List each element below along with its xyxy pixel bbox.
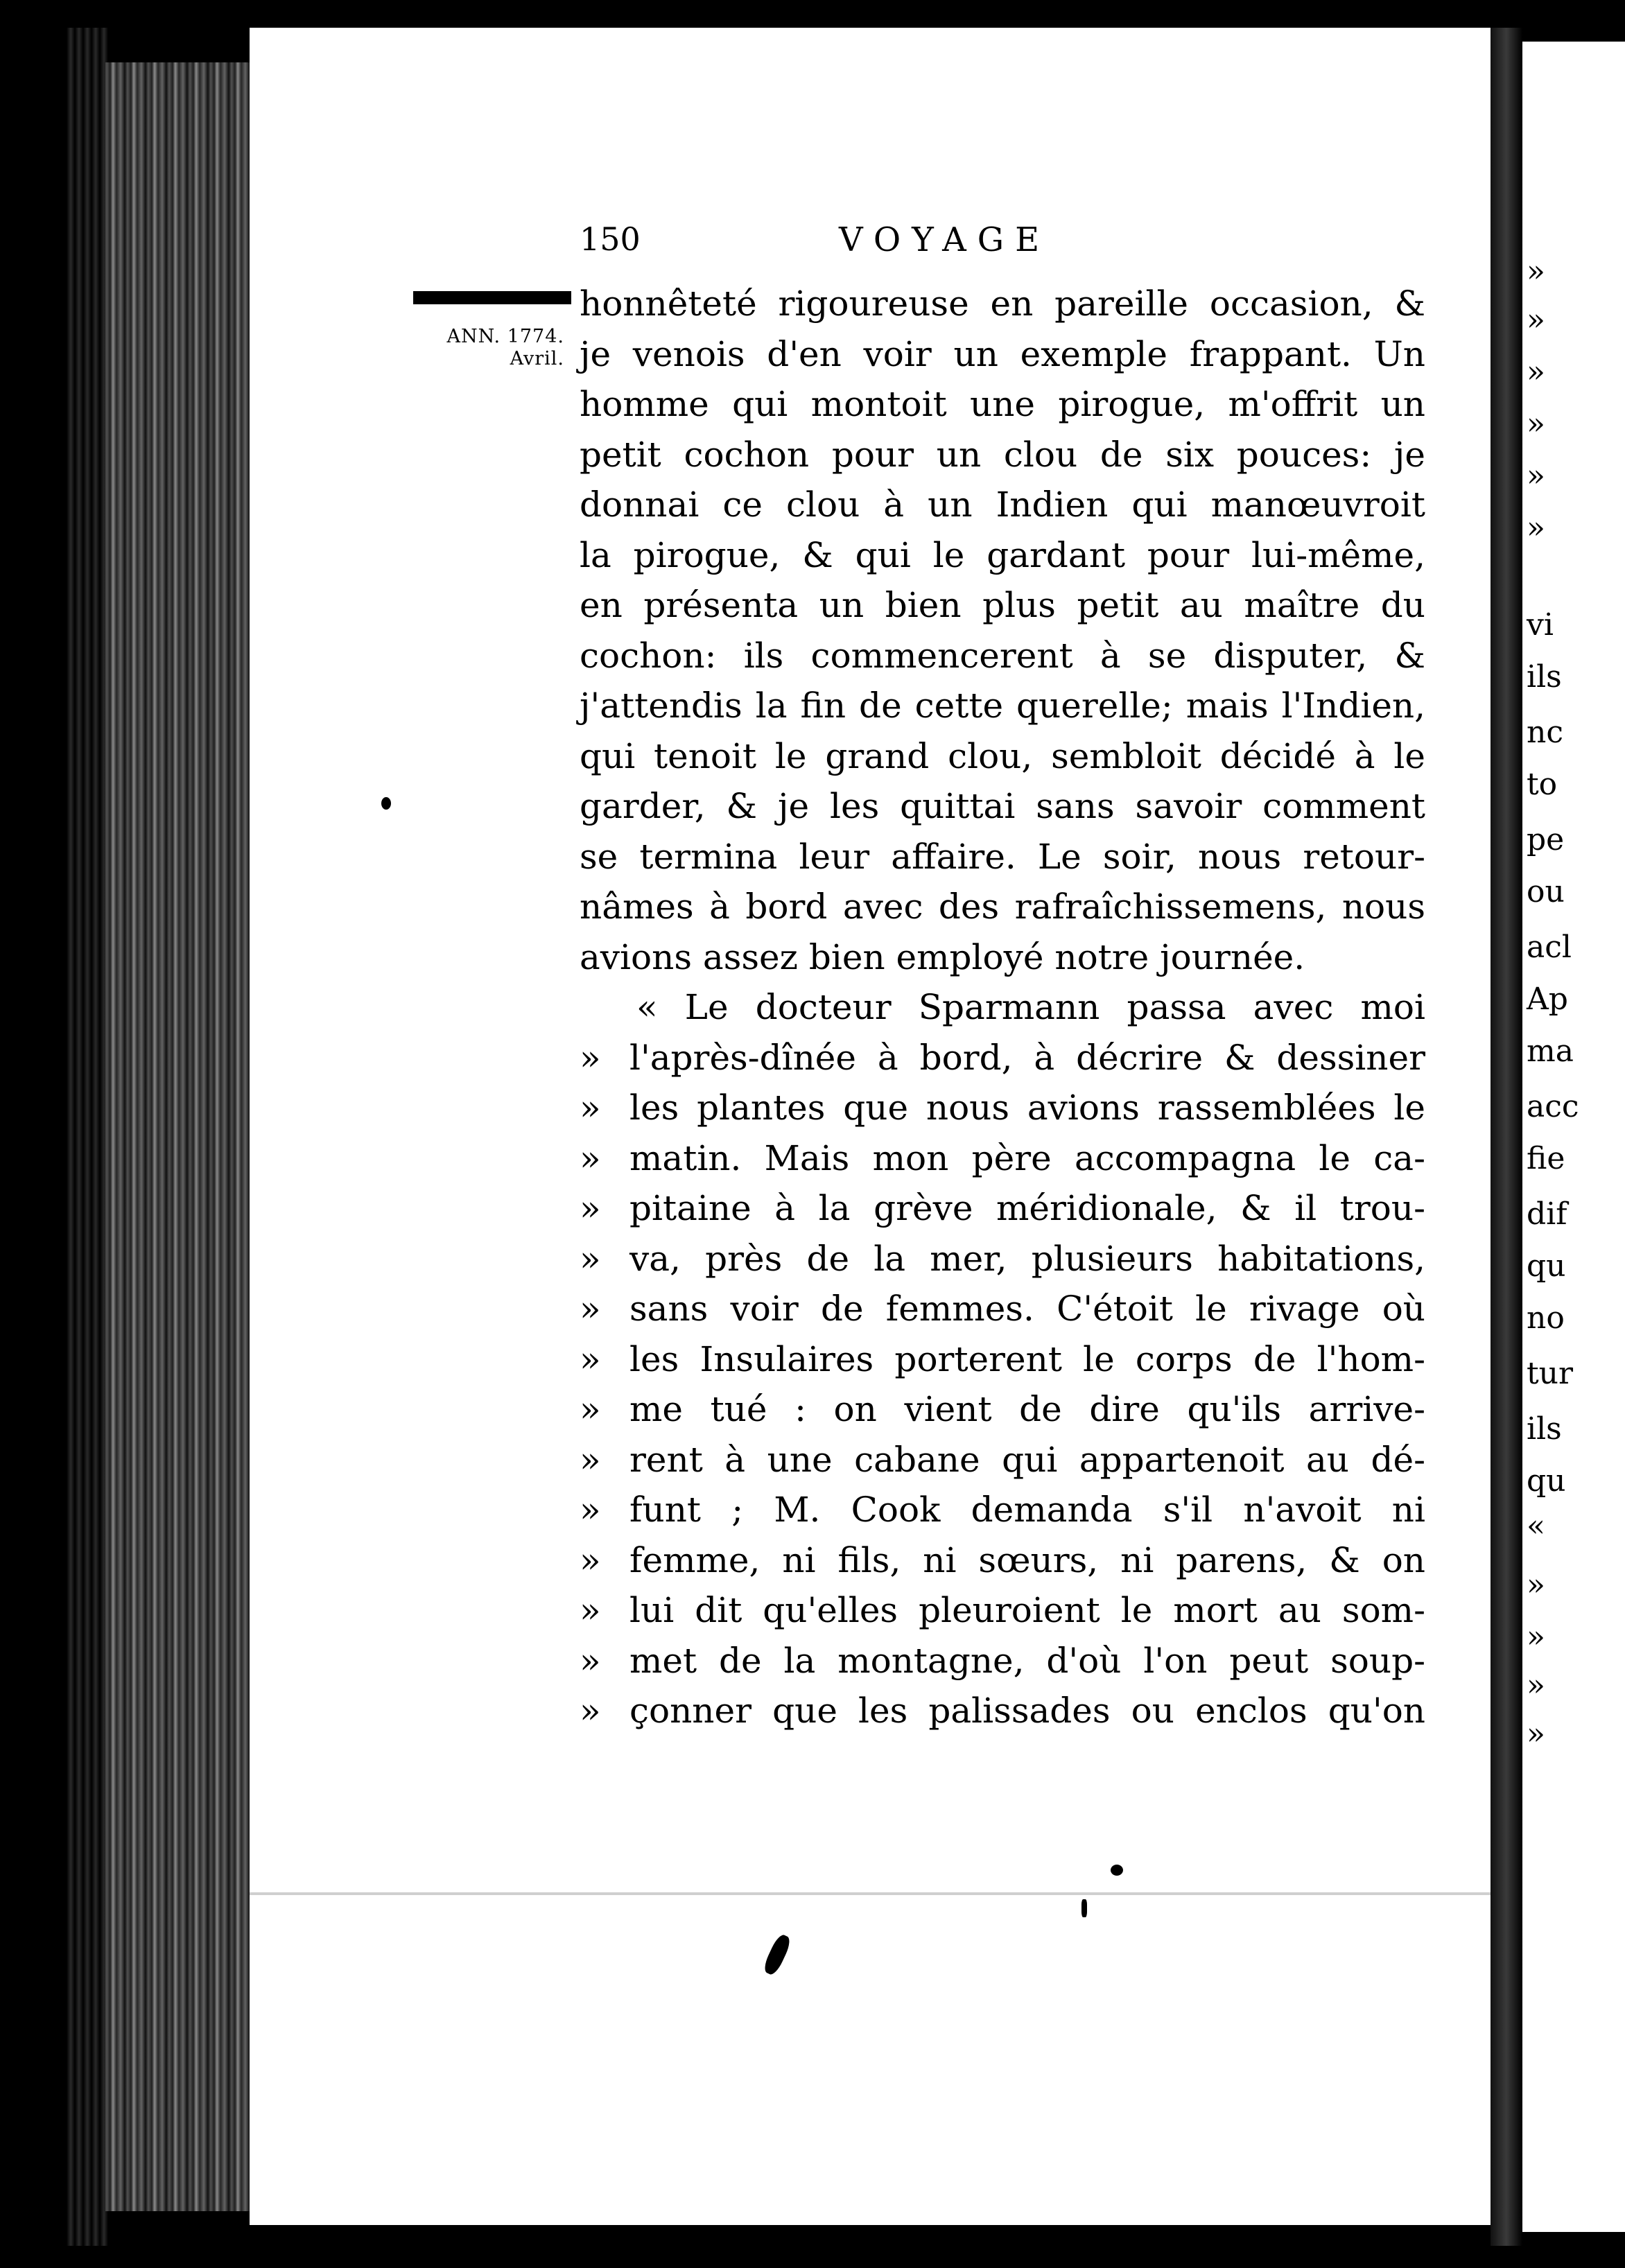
quoted-line — [580, 1384, 1425, 1435]
ink-speck — [381, 797, 391, 810]
quote-mark: » — [580, 1338, 601, 1379]
margin-note-year: ANN. 1774. — [446, 326, 564, 347]
quote-mark: » — [580, 1188, 601, 1228]
quote-opening-line: « Le docteur Sparmann passa avec moi — [636, 987, 1425, 1027]
quoted-line — [580, 1284, 1425, 1334]
book-spine-shadow — [67, 28, 108, 2246]
quote-mark: » — [580, 1238, 601, 1279]
quote-mark: » — [580, 1539, 601, 1580]
quoted-line — [580, 1133, 1425, 1184]
facing-page-text: qu — [1527, 1248, 1566, 1284]
ink-speck — [1081, 1899, 1087, 1917]
text-line: homme qui montoit une pirogue, m'offrit un — [580, 384, 1425, 424]
text-line: je venois d'en voir un exemple frappant. Un — [580, 333, 1425, 374]
quoted-line — [580, 1636, 1425, 1686]
facing-page-text: pe — [1527, 822, 1565, 857]
quoted-line-text: femme, ni fils, ni sœurs, ni parens, & on — [629, 1539, 1425, 1580]
facing-page-text: ils — [1527, 659, 1562, 695]
book-gutter — [1491, 28, 1522, 2246]
facing-page-text: » — [1527, 510, 1545, 546]
text-line: la pirogue, & qui le gardant pour lui-même, — [580, 534, 1425, 575]
facing-page-text: » — [1527, 1619, 1545, 1655]
page-number: 150 — [580, 220, 641, 258]
ink-speck — [1111, 1865, 1123, 1876]
text-line: donnai ce clou à un Indien qui manœuvroit — [580, 485, 1425, 525]
quoted-line-text: rent à une cabane qui appartenoit au dé- — [629, 1439, 1425, 1480]
running-title: VOYAGE — [839, 220, 1051, 259]
quoted-line — [580, 1083, 1425, 1133]
text-line: petit cochon pour un clou de six pouces: je — [580, 434, 1425, 475]
facing-page-fragment — [1522, 42, 1625, 2232]
facing-page-text: qu — [1527, 1463, 1566, 1499]
quoted-line-text: met de la montagne, d'où l'on peut soup- — [629, 1640, 1425, 1681]
quoted-line-text: matin. Mais mon père accompagna le ca- — [629, 1137, 1425, 1178]
text-line: garder, & je les quittai sans savoir comment — [580, 786, 1425, 826]
quote-mark: » — [580, 1037, 601, 1078]
facing-page-text: ils — [1527, 1411, 1562, 1447]
facing-page-text: » — [1527, 1567, 1545, 1603]
facing-page-text: ou — [1527, 874, 1565, 909]
quote-mark: » — [580, 1137, 601, 1178]
quoted-line — [580, 1033, 1425, 1083]
quote-mark: » — [580, 1389, 601, 1429]
facing-page-text: » — [1527, 458, 1545, 494]
text-line: qui tenoit le grand clou, sembloit décidé à le — [580, 735, 1425, 776]
facing-page-text: » — [1527, 354, 1545, 390]
quoted-line-text: l'après-dînée à bord, à décrire & dessiner — [629, 1037, 1425, 1078]
facing-page-text: Ap — [1527, 982, 1568, 1017]
page-edges — [104, 62, 250, 2211]
quoted-line-text: me tué : on vient de dire qu'ils arrive- — [629, 1389, 1425, 1429]
margin-rule — [413, 291, 571, 303]
facing-page-text: dif — [1527, 1196, 1567, 1232]
body-text — [580, 279, 1425, 1736]
quote-mark: » — [580, 1439, 601, 1480]
quoted-line — [580, 1234, 1425, 1284]
quoted-line — [580, 1435, 1425, 1485]
facing-page-text: no — [1527, 1300, 1565, 1336]
quote-mark: » — [580, 1088, 601, 1128]
text-line: en présenta un bien plus petit au maître du — [580, 585, 1425, 625]
quoted-line-text: lui dit qu'elles pleuroient le mort au som- — [629, 1590, 1425, 1630]
facing-page-text: « — [1527, 1508, 1545, 1544]
facing-page-text: » — [1527, 1716, 1545, 1752]
facing-page-text: tur — [1527, 1356, 1574, 1391]
quote-mark: » — [580, 1691, 601, 1731]
quote-mark: » — [580, 1289, 601, 1329]
text-line: honnêteté rigoureuse en pareille occasion, & — [580, 284, 1425, 324]
quoted-line — [580, 1585, 1425, 1636]
quoted-line-text: funt ; M. Cook demanda s'il n'avoit ni — [629, 1490, 1425, 1530]
facing-page-text: fie — [1527, 1141, 1565, 1176]
quoted-line — [580, 1485, 1425, 1535]
facing-page-text: » — [1527, 254, 1545, 289]
text-line: avions assez bien employé notre journée. — [580, 936, 1305, 977]
facing-page-text: acc — [1527, 1089, 1579, 1124]
quoted-line-text: les Insulaires porterent le corps de l'hom- — [629, 1338, 1425, 1379]
facing-page-text: nc — [1527, 715, 1563, 750]
quoted-line — [580, 1686, 1425, 1736]
text-line: nâmes à bord avec des rafraîchissemens, nous — [580, 887, 1425, 927]
quoted-line-text: va, près de la mer, plusieurs habitations, — [629, 1238, 1425, 1279]
facing-page-text: to — [1527, 767, 1558, 802]
quote-mark: » — [580, 1490, 601, 1530]
margin-note — [413, 326, 564, 370]
facing-page-text: » — [1527, 302, 1545, 338]
quote-mark: » — [580, 1640, 601, 1681]
text-line: se termina leur affaire. Le soir, nous retour- — [580, 836, 1425, 877]
facing-page-text: vi — [1527, 607, 1554, 643]
quoted-line — [580, 1334, 1425, 1385]
quoted-line — [580, 1535, 1425, 1586]
facing-page-text: » — [1527, 1668, 1545, 1703]
quote-mark: » — [580, 1590, 601, 1630]
quoted-line-text: les plantes que nous avions rassemblées le — [629, 1088, 1425, 1128]
facing-page-text: acl — [1527, 930, 1572, 965]
quoted-line-text: çonner que les palissades ou enclos qu'on — [629, 1691, 1425, 1731]
quoted-line-text: sans voir de femmes. C'étoit le rivage où — [629, 1289, 1425, 1329]
quoted-line — [580, 1183, 1425, 1234]
quoted-line-text: pitaine à la grève méridionale, & il trou- — [629, 1188, 1425, 1228]
facing-page-text: ma — [1527, 1033, 1574, 1069]
margin-note-month: Avril. — [510, 348, 564, 369]
text-line: cochon: ils commencerent à se disputer, & — [580, 635, 1425, 676]
text-line: j'attendis la fin de cette querelle; mais l'Indien, — [580, 686, 1425, 726]
facing-page-text: » — [1527, 406, 1545, 442]
